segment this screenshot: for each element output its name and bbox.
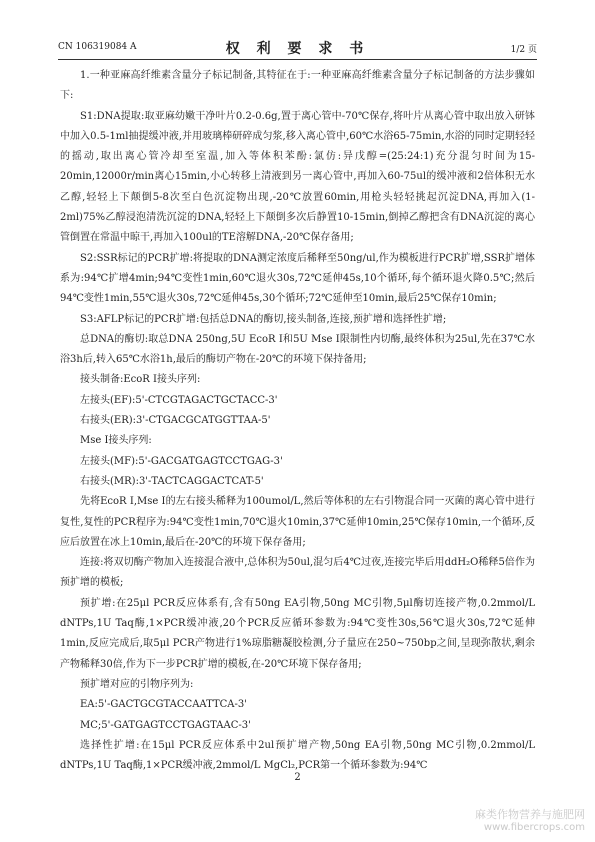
- claim-paragraph: 预扩增:在25μl PCR反应体系有,含有50ng EA引物,50ng MC引物,5μl酶切连接产物,0.2mmol/L dNTPs,1U Taq酶,1×PCR缓冲液,20个PCR反应循环参数为:94℃变性30s,56℃退火30s,72℃延伸1min,反应完成后,取5μl PCR产物进行1%琼脂糖凝胶检测,分子量应在250~750bp之间,呈现弥散状,剩余产物稀释30倍,作为下一步PCR扩增的模板,在-20℃环境下保存备用;: [60, 597, 535, 670]
- sequence-mr: 右接头(MR):3'-TACTCAGGACTCAT-5': [80, 475, 264, 487]
- sequence-mc: MC;5'-GATGAGTCCTGAGTAAC-3': [80, 719, 251, 731]
- patent-number: CN 106319084 A: [58, 42, 137, 52]
- page-number: 2: [294, 772, 301, 783]
- sequence-ef: 左接头(EF):5'-CTCGTAGACTGCTACC-3': [80, 394, 278, 406]
- claim-paragraph: S1:DNA提取:取亚麻幼嫩干净叶片0.2-0.6g,置于离心管中-70℃保存,将叶片从离心管中取出放入研钵中加入0.5-1ml抽提缓冲液,并用玻璃棒研碎成匀浆,移入离心管中,60℃水浴65-75min,水浴的同时定期轻轻的摇动,取出离心管冷却至室温,加入等体积苯酚:氯仿:异戊醇=(25:24:1)充分混匀时间为15-20min,12000r/min离心15min,小心转移上清液到另一离心管中,再加入60-75ul的缓冲液和2倍体积无水乙醇,轻轻上下颠倒5-8次至白色沉淀物出现,-20℃放置60min,用枪头轻轻挑起沉淀DNA,再加入(1-2ml)75%乙醇浸泡清洗沉淀的DNA,轻轻上下颠倒多次后静置10-15min,倒掉乙醇把含有DNA沉淀的离心管倒置在常温中晾干,再加入100ul的TE溶解DNA,-20℃保存备用;: [60, 110, 535, 244]
- sequence-mf: 左接头(MF):5'-GACGATGAGTCCTGAG-3': [80, 455, 283, 467]
- adapter-prep-title: 接头制备:EcoR Ⅰ接头序列:: [80, 374, 201, 386]
- claim-paragraph: S2:SSR标记的PCR扩增:将提取的DNA测定浓度后稀释至50ng/ul,作为模板进行PCR扩增,SSR扩增体系为:94℃扩增4min;94℃变性1min,60℃退火30s,72℃延伸45s,10个循环,每个循环退火降0.5℃;然后94℃变性1min,55℃退火30s,72℃延伸45s,30个循环;72℃延伸至10min,最后25℃保存10min;: [60, 252, 535, 305]
- page-indicator: 1/2 页: [510, 45, 537, 55]
- claim-paragraph: S3:AFLP标记的PCR扩增:包括总DNA的酶切,接头制备,连接,预扩增和选择性扩增;: [80, 313, 447, 325]
- page-header: [58, 38, 537, 56]
- header-divider: [58, 59, 537, 60]
- watermark-site-name: 麻类作物营养与施肥网: [475, 808, 585, 821]
- watermark-url: www.fibercrops.com: [483, 822, 585, 833]
- claim-paragraph: 选择性扩增:在15μl PCR反应体系中2ul预扩增产物,50ng EA引物,50ng MC引物,0.2mmol/L dNTPs,1U Taq酶,1×PCR缓冲液,2mmol/L MgCl₂,PCR第一个循环参数为:94℃: [60, 739, 535, 772]
- claim-paragraph: 连接:将双切酶产物加入连接混合液中,总体积为50ul,混匀后4℃过夜,连接完毕后用ddH₂O稀释5倍作为预扩增的模板;: [60, 557, 535, 589]
- claim-paragraph: 总DNA的酶切:取总DNA 250ng,5U EcoR Ⅰ和5U Mse Ⅰ限制性内切酶,最终体积为25ul,先在37℃水浴3h后,转入65℃水浴1h,最后的酶切产物在-20℃的环境下保持备用;: [60, 333, 535, 366]
- watermark: [475, 808, 585, 834]
- sequence-ea: EA:5'-GACTGCGTACCAATTCA-3': [80, 699, 247, 711]
- claims-body: [60, 66, 535, 776]
- sequence-er: 右接头(ER):3'-CTGACGCATGGTTAA-5': [80, 415, 271, 427]
- mse-adapter-title: Mse Ⅰ接头序列:: [80, 435, 152, 447]
- claim-paragraph: 先将EcoR Ⅰ,Mse Ⅰ的左右接头稀释为100umol/L,然后等体积的左右引物混合同一灭菌的离心管中进行复性,复性的PCR程序为:94℃变性1min,70℃退火10min,37℃延伸10min,25℃保存10min,一个循环,反应后放置在冰上10min,最后在-20℃的环境下保存备用;: [60, 496, 535, 548]
- document-title: 权 利 要 求 书: [225, 41, 370, 57]
- primer-title: 预扩增对应的引物序列为:: [80, 678, 194, 690]
- claim-paragraph: 1.一种亚麻高纤维素含量分子标记制备,其特征在于:一种亚麻高纤维素含量分子标记制备的方法步骤如下:: [60, 70, 535, 102]
